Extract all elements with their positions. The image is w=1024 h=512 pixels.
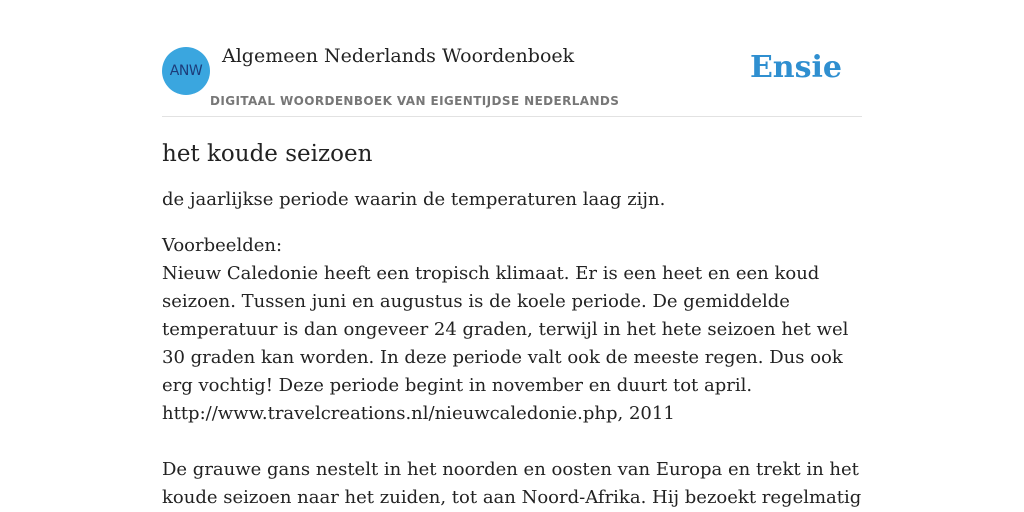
example-item: [162, 456, 862, 512]
example-source: http://www.travelcreations.nl/nieuwcaledonie.php, 2011: [162, 403, 675, 424]
anw-logo[interactable]: ANW: [162, 47, 210, 95]
examples-section: [162, 232, 862, 512]
site-title[interactable]: Algemeen Nederlands Woordenboek: [222, 45, 575, 67]
example-text: De grauwe gans nestelt in het noorden en oosten van Europa en trekt in het koude seizoen naar het zuiden, tot aan Noord-Afrika. Hij bezoekt regelmatig: [162, 459, 862, 508]
site-header: [162, 0, 862, 117]
examples-label: Voorbeelden:: [162, 235, 283, 256]
site-subtitle: DIGITAAL WOORDENBOEK VAN EIGENTIJDSE NEDERLANDS: [210, 94, 620, 108]
ensie-logo[interactable]: Ensie: [749, 50, 842, 85]
entry-definition: de jaarlijkse periode waarin de temperaturen laag zijn.: [162, 189, 666, 210]
example-spacer: [162, 428, 862, 456]
example-item: [162, 260, 862, 428]
entry-term: het koude seizoen: [162, 141, 373, 167]
entry-content: [162, 138, 862, 512]
example-text: Nieuw Caledonie heeft een tropisch klimaat. Er is een heet en een koud seizoen. Tussen juni en augustus is de koele periode. De gemiddelde temperatuur is dan ongeveer 24 graden, terwijl in het hete seizoen het wel 30 graden kan worden. In deze periode valt ook de meeste regen. Dus ook erg vochtig! Deze periode begint in november en duurt tot april.: [162, 263, 849, 396]
